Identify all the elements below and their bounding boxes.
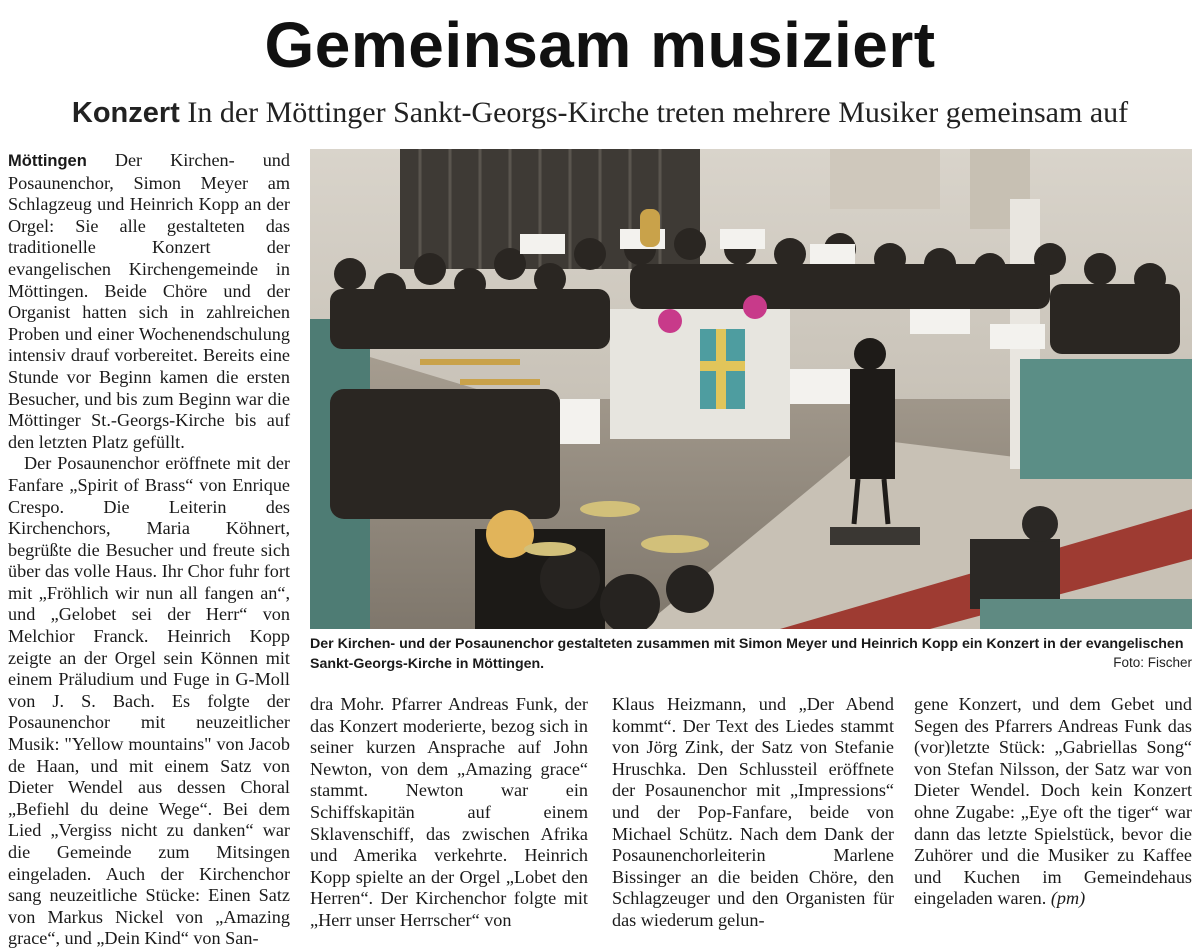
article-paragraph: Klaus Heizmann, und „Der Abend kommt“. Der Text des Liedes stammt von Jörg Zink, der Satz von Stefanie Hruschka. Den Schlussteil eröffnete der Posaunenchor mit „Impressions“ und der Pop-Fanfare, beide von Michael Schütz. Nach dem Dank der Posaunenchorleiterin Marlene Bissinger an die beiden Chöre, den Schlagzeuger und den Organisten für das wiederum gelun- <box>612 694 894 930</box>
headline: Gemeinsam musiziert <box>264 9 936 81</box>
subhead-text: In der Möttinger Sankt-Georgs-Kirche treten mehrere Musiker gemeinsam auf <box>187 96 1129 129</box>
subhead-kicker: Konzert <box>71 97 180 129</box>
article-text: gene Konzert, und dem Gebet und Segen des Pfarrers Andreas Funk das (vor)letzte Stück: „Gabriellas Song“ von Stefan Nilsson, der Satz war von Dieter Wendel. Doch kein Konzert ohne Zugabe: „Eye oft the tiger“ war dann das letzte Spielstück, bevor die Zuhörer und die Musiker zu Kaffee und Kuchen im Gemeindehaus eingeladen waren. <box>914 694 1192 909</box>
article-text: Der Kirchen- und Posaunenchor, Simon Meyer am Schlagzeug und Heinrich Kopp an der Orgel: Sie alle gestalteten das traditionelle Konzert der evangelischen Kirchengemeinde in Möttingen. Beide Chöre und der Organist hatten sich in zahlreichen Proben und einer Wochenendschulung intensiv drauf vorbereitet. Bereits eine Stunde vor Beginn kamen die ersten Besucher, und bis zum Beginn war die Möttinger St.-Georgs-Kirche bis auf den letzten Platz gefüllt. <box>8 150 290 452</box>
subhead <box>0 96 1200 130</box>
article-paragraph <box>914 694 1192 910</box>
article-column-3 <box>612 694 894 932</box>
dateline: Möttingen <box>8 152 87 170</box>
article-paragraph <box>8 150 290 453</box>
article-column-4 <box>914 694 1192 910</box>
author-initials: (pm) <box>1050 888 1086 909</box>
article-column-1 <box>8 150 290 950</box>
concert-photo <box>310 149 1192 629</box>
article-column-2 <box>310 694 588 932</box>
article-paragraph: Der Posaunenchor eröffnete mit der Fanfare „Spirit of Brass“ von Enrique Crespo. Die Leiterin des Kirchenchors, Maria Köhnert, begrüßte die Besucher und freute sich über das volle Haus. Ihr Chor fuhr fort mit „Fröhlich wir nun all fangen an“, und „Gelobet sei der Herr“ von Melchior Franck. Heinrich Kopp zeigte an der Orgel sein Können mit einem Präludium und Fuge in G-Moll von J. S. Bach. Es folgte der Posaunenchor mit neuzeitlicher Musik: "Yellow mountains" von Jacob de Haan, und mit einem Satz von Dieter Wendel aus dessen Choral „Befiehl du deine Wege“. Bei dem Lied „Vergiss nicht zu danken“ war die Gemeinde zum Mitsingen eingeladen. Auch der Kirchenchor sang neuzeitliche Stücke: Einen Satz von Markus Nickel von „Amazing grace“, und „Dein Kind“ von San- <box>8 453 290 949</box>
concert-photo-illustration <box>310 149 1192 629</box>
photo-caption: Der Kirchen- und der Posaunenchor gestalteten zusammen mit Simon Meyer und Heinrich Kopp ein Konzert in der evangelischen Sankt-Georgs-Kirche in Möttingen. <box>310 636 1184 672</box>
article-paragraph: dra Mohr. Pfarrer Andreas Funk, der das Konzert moderierte, bezog sich in seiner kurzen Ansprache auf John Newton, von dem „Amazing grace“ stammt. Newton war ein Schiffskapitän auf einem Sklavenschiff, das zwischen Afrika und Amerika verkehrte. Heinrich Kopp spielte an der Orgel „Lobet den Herren“. Der Kirchenchor folgte mit „Herr unser Herrscher“ von <box>310 694 588 930</box>
photo-credit: Foto: Fischer <box>1113 655 1192 670</box>
